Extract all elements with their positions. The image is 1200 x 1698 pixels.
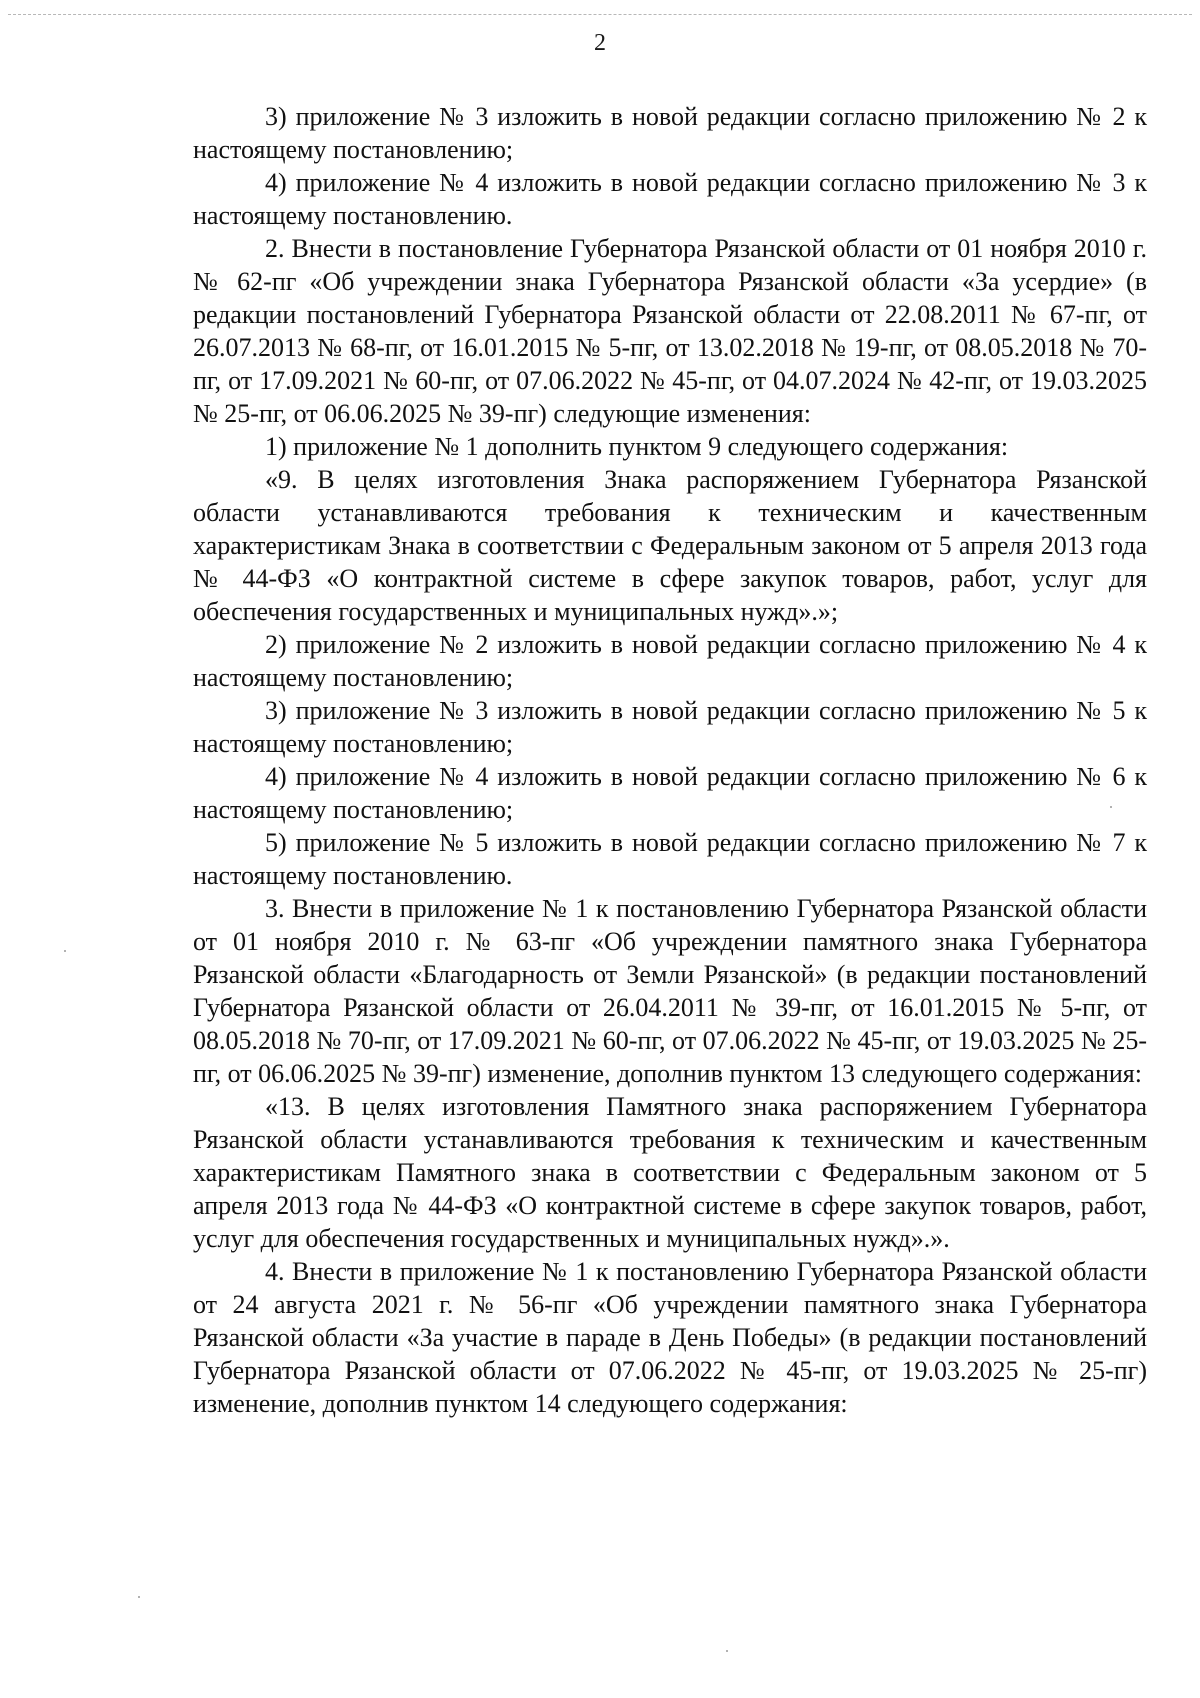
scan-top-edge bbox=[8, 14, 1192, 15]
paragraph-1-3: 3) приложение № 3 изложить в новой редакции согласно приложению № 2 к настоящему постановлению; bbox=[193, 102, 1147, 164]
scan-speck bbox=[1110, 806, 1112, 808]
paragraph-2-1: 1) приложение № 1 дополнить пунктом 9 следующего содержания: bbox=[265, 432, 1009, 461]
paragraph-2-1-quote: «9. В целях изготовления Знака распоряжением Губернатора Рязанской области устанавливаются требования к техническим и качественным характеристикам Знака в соответствии с Федеральным законом от 5 апреля 2013 года № 44-ФЗ «О контрактной системе в сфере закупок товаров, работ, услуг для обеспечения государственных и муниципальных нужд».»; bbox=[193, 465, 1147, 626]
scan-speck bbox=[726, 1650, 728, 1652]
page-number: 2 bbox=[594, 30, 606, 56]
paragraph-2-5: 5) приложение № 5 изложить в новой редакции согласно приложению № 7 к настоящему постановлению. bbox=[193, 828, 1147, 890]
paragraph-3: 3. Внести в приложение № 1 к постановлению Губернатора Рязанской области от 01 ноября 2010 г. № 63-пг «Об учреждении памятного знака Губернатора Рязанской области «Благодарность от Земли Рязанской» (в редакции постановлений Губернатора Рязанской области от 26.04.2011 № 39-пг, от 16.01.2015 № 5-пг, от 08.05.2018 № 70-пг, от 17.09.2021 № 60-пг, от 07.06.2022 № 45-пг, от 19.03.2025 № 25-пг, от 06.06.2025 № 39-пг) изменение, дополнив пунктом 13 следующего содержания: bbox=[193, 894, 1147, 1088]
paragraph-3-quote: «13. В целях изготовления Памятного знака распоряжением Губернатора Рязанской области устанавливаются требования к техническим и качественным характеристикам Памятного знака в соответствии с Федеральным законом от 5 апреля 2013 года № 44-ФЗ «О контрактной системе в сфере закупок товаров, работ, услуг для обеспечения государственных и муниципальных нужд».». bbox=[193, 1092, 1147, 1253]
scan-speck bbox=[64, 950, 66, 952]
paragraph-2-3: 3) приложение № 3 изложить в новой редакции согласно приложению № 5 к настоящему постановлению; bbox=[193, 696, 1147, 758]
scan-speck bbox=[138, 1596, 140, 1598]
document-body bbox=[193, 100, 1147, 1420]
paragraph-1-4: 4) приложение № 4 изложить в новой редакции согласно приложению № 3 к настоящему постановлению. bbox=[193, 168, 1147, 230]
paragraph-2: 2. Внести в постановление Губернатора Рязанской области от 01 ноября 2010 г. № 62-пг «Об учреждении знака Губернатора Рязанской области «За усердие» (в редакции постановлений Губернатора Рязанской области от 22.08.2011 № 67-пг, от 26.07.2013 № 68-пг, от 16.01.2015 № 5-пг, от 13.02.2018 № 19-пг, от 08.05.2018 № 70-пг, от 17.09.2021 № 60-пг, от 07.06.2022 № 45-пг, от 04.07.2024 № 42-пг, от 19.03.2025 № 25-пг, от 06.06.2025 № 39-пг) следующие изменения: bbox=[193, 234, 1147, 428]
paragraph-2-4: 4) приложение № 4 изложить в новой редакции согласно приложению № 6 к настоящему постановлению; bbox=[193, 762, 1147, 824]
paragraph-4: 4. Внести в приложение № 1 к постановлению Губернатора Рязанской области от 24 августа 2021 г. № 56-пг «Об учреждении памятного знака Губернатора Рязанской области «За участие в параде в День Победы» (в редакции постановлений Губернатора Рязанской области от 07.06.2022 № 45-пг, от 19.03.2025 № 25-пг) изменение, дополнив пунктом 14 следующего содержания: bbox=[193, 1257, 1147, 1418]
paragraph-2-2: 2) приложение № 2 изложить в новой редакции согласно приложению № 4 к настоящему постановлению; bbox=[193, 630, 1147, 692]
